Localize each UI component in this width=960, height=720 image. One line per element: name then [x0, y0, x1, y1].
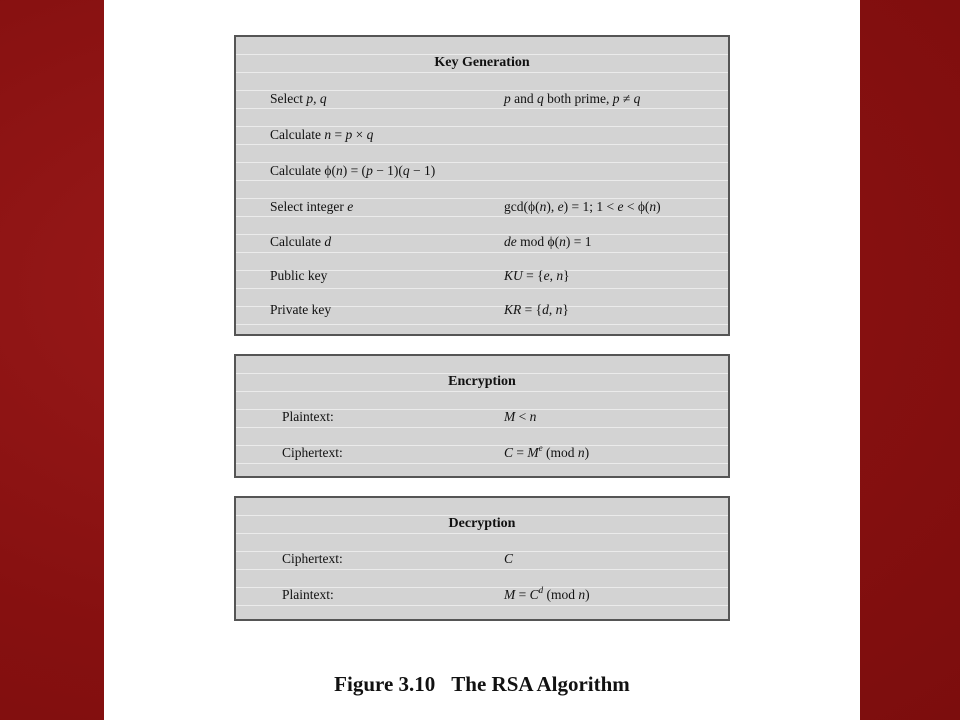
kg-label-calculate-n: Calculate n = p × q — [270, 127, 374, 142]
enc-value-ciphertext: $C = M^e$ (mod n) — [504, 443, 590, 460]
enc-value-plaintext: M < n — [504, 409, 537, 424]
kg-value-public-key: KU = {e, n} — [504, 268, 570, 283]
dec-label-plaintext: Plaintext: — [282, 587, 334, 602]
figure-caption — [104, 672, 860, 697]
kg-label-select-pq: Select p, q — [270, 91, 327, 106]
dec-row-ciphertext — [236, 549, 728, 569]
figure-title: The RSA Algorithm — [451, 672, 630, 696]
dec-value-plaintext: $M = C^d$ (mod n) — [504, 585, 590, 602]
kg-row-public-key — [236, 266, 728, 286]
encryption-title: Encryption — [448, 374, 516, 389]
kg-label-select-e: Select integer e — [270, 199, 354, 214]
kg-value-select-pq: p and q both prime, p ≠ q — [504, 91, 641, 106]
enc-row-plaintext — [236, 407, 728, 427]
kg-value-de-mod: de mod ϕ(n) = 1 — [504, 234, 592, 249]
kg-row-calculate-n — [236, 125, 728, 145]
kg-row-select-pq — [236, 89, 728, 109]
enc-label-ciphertext: Ciphertext: — [282, 445, 343, 460]
slide-page — [104, 0, 860, 720]
figure-number: Figure 3.10 — [334, 672, 436, 696]
dec-row-plaintext — [236, 585, 728, 605]
dec-value-ciphertext: C — [504, 551, 514, 566]
key-generation-panel — [234, 35, 730, 336]
kg-label-calculate-phi: Calculate ϕ(n) = (p − 1)(q − 1) — [270, 163, 436, 178]
kg-value-private-key: KR = {d, n} — [504, 302, 569, 317]
dec-label-ciphertext: Ciphertext: — [282, 551, 343, 566]
kg-label-private-key: Private key — [270, 302, 332, 317]
encryption-panel — [234, 354, 730, 478]
kg-value-gcd-condition: gcd(ϕ(n), e) = 1; 1 < e < ϕ(n) — [504, 199, 661, 214]
kg-row-select-e — [236, 197, 728, 217]
kg-label-public-key: Public key — [270, 268, 328, 283]
decryption-panel — [234, 496, 730, 621]
kg-row-private-key — [236, 300, 728, 320]
enc-label-plaintext: Plaintext: — [282, 409, 334, 424]
enc-row-ciphertext — [236, 443, 728, 463]
decryption-title: Decryption — [448, 516, 516, 531]
kg-label-calculate-d: Calculate d — [270, 234, 332, 249]
kg-row-calculate-phi — [236, 161, 728, 181]
key-generation-title: Key Generation — [434, 55, 530, 70]
kg-row-calculate-d — [236, 232, 728, 252]
